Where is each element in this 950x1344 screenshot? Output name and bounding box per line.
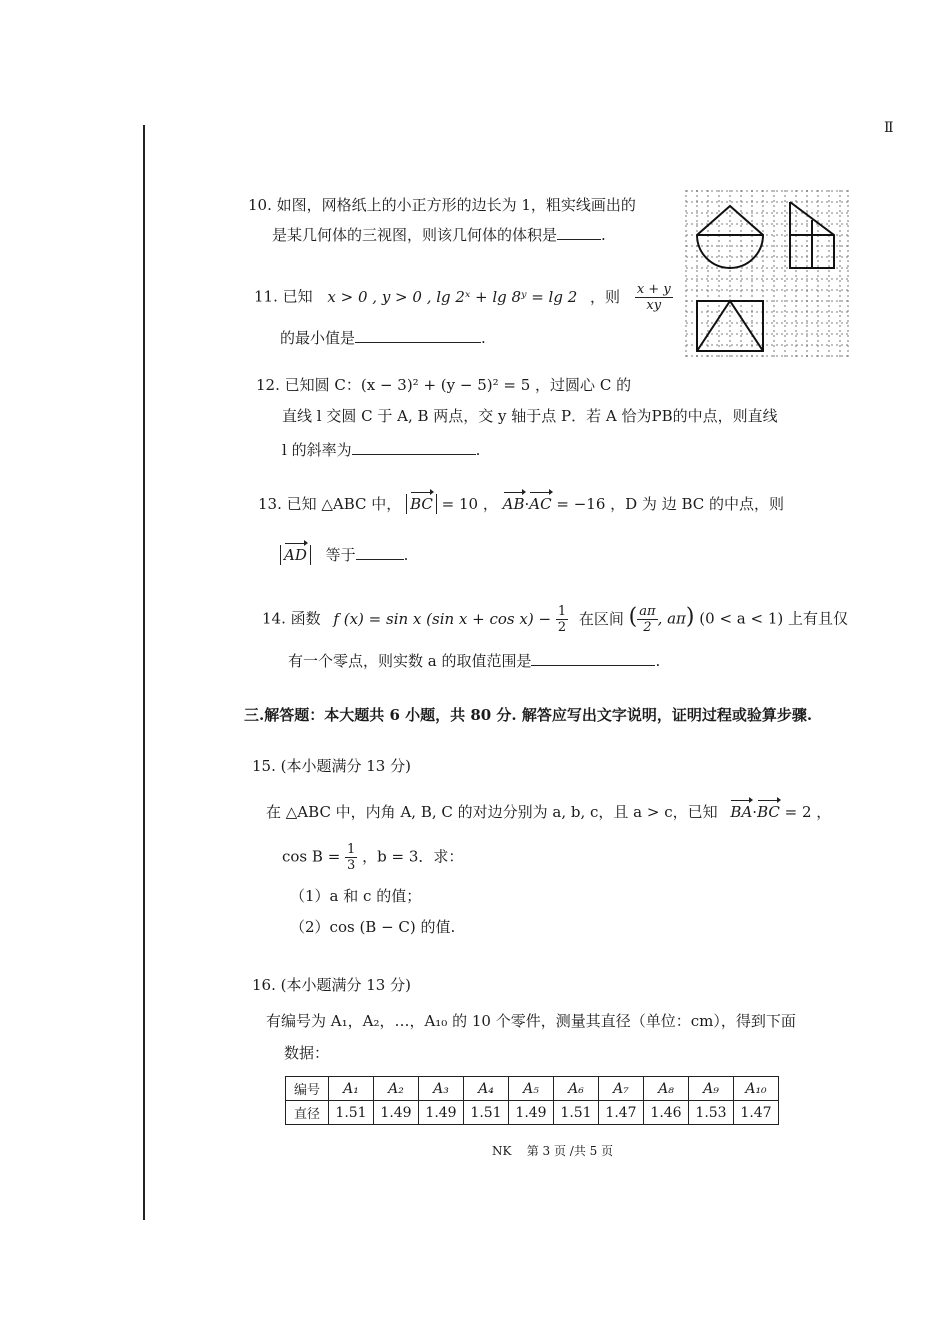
table-cell-diameter: 1.51 xyxy=(554,1101,599,1125)
binding-margin-line xyxy=(143,125,145,1220)
q15-title: 15. (本小题满分 13 分) xyxy=(252,757,411,775)
q14-line2: 有一个零点，则实数 a 的取值范围是 . xyxy=(288,652,661,670)
table-cell-id: A₅ xyxy=(509,1077,554,1101)
table-cell-diameter: 1.53 xyxy=(689,1101,734,1125)
table-cell-id: A₄ xyxy=(464,1077,509,1101)
q11-line1: 11. 已知 x > 0 , y > 0 , lg 2ˣ + lg 8ʸ = lg 2 ，则 $\frac{x + y}{xy}$ xyxy=(254,282,671,313)
table-cell-id: A₁ xyxy=(329,1077,374,1101)
q15-line2: cos B = $\frac{1}{3}$ ，b = 3．求： xyxy=(282,842,464,873)
section3-header: 三.解答题：本大题共 6 小题，共 80 分. 解答应写出文字说明，证明过程或验算步骤. xyxy=(244,706,813,724)
q16-title: 16. (本小题满分 13 分) xyxy=(252,976,411,994)
table-cell-id: A₂ xyxy=(374,1077,419,1101)
table-cell-id: A₈ xyxy=(644,1077,689,1101)
table-cell-diameter: 1.47 xyxy=(734,1101,779,1125)
grid-lines xyxy=(686,190,848,360)
table-cell-diameter: 1.51 xyxy=(464,1101,509,1125)
q14-line1: 14. 函数 f (x) = sin x (sin x + cos x) − $\frac{1}{2}$ 在区间 ( $\frac{a\pi}{2}$ , aπ) (0 < a < 1) 上有且仅 xyxy=(262,604,848,635)
side-view xyxy=(790,202,834,268)
table-row xyxy=(286,1101,779,1125)
table-cell-id: A₇ xyxy=(599,1077,644,1101)
table-cell-id: A₉ xyxy=(689,1077,734,1101)
q12-line3: l 的斜率为 . xyxy=(282,441,481,459)
table-cell-id: A₃ xyxy=(419,1077,464,1101)
table-cell-id: A₁₀ xyxy=(734,1077,779,1101)
table-cell-diameter: 1.49 xyxy=(419,1101,464,1125)
table-row xyxy=(286,1077,779,1101)
q10-line2: 是某几何体的三视图，则该几何体的体积是 . xyxy=(272,226,606,244)
q12-line2: 直线 l 交圆 C 于 A, B 两点，交 y 轴于点 P．若 A 恰为PB的中点，则直线 xyxy=(282,407,778,425)
table-row-label: 直径 xyxy=(286,1101,329,1125)
diameter-table xyxy=(285,1076,779,1125)
table-cell-diameter: 1.51 xyxy=(329,1101,374,1125)
q13-line2: AD 等于 . xyxy=(280,545,408,565)
q16-line2: 数据： xyxy=(284,1044,330,1062)
table-cell-diameter: 1.47 xyxy=(599,1101,644,1125)
q12-line1: 12. 已知圆 C：(x − 3)² + (y − 5)² = 5 ，过圆心 C 的 xyxy=(256,376,632,394)
q13-line1: 13. 已知 △ABC 中， BC = 10 ， AB·AC = −16 ，D 为 边 BC 的中点，则 xyxy=(258,495,785,513)
q15-line1: 在 △ABC 中，内角 A, B, C 的对边分别为 a, b, c，且 a > c，已知 BA·BC = 2 ， xyxy=(266,803,832,821)
q11-line2: 的最小值是 . xyxy=(280,329,486,347)
q15-sub1: （1）a 和 c 的值； xyxy=(290,887,422,905)
corner-mark: Ⅱ xyxy=(884,120,894,136)
table-cell-diameter: 1.46 xyxy=(644,1101,689,1125)
q15-sub2: （2）cos (B − C) 的值. xyxy=(290,918,456,936)
q10-line1: 10. 如图，网格纸上的小正方形的边长为 1，粗实线画出的 xyxy=(248,196,636,214)
page-footer: NK 第 3 页 /共 5 页 xyxy=(492,1144,614,1158)
table-cell-id: A₆ xyxy=(554,1077,599,1101)
table-cell-diameter: 1.49 xyxy=(509,1101,554,1125)
q16-line1: 有编号为 A₁，A₂，…，A₁₀ 的 10 个零件，测量其直径（单位：cm），得到下面 xyxy=(266,1012,796,1030)
three-view-figure xyxy=(680,185,852,365)
table-cell-diameter: 1.49 xyxy=(374,1101,419,1125)
table-header-label: 编号 xyxy=(286,1077,329,1101)
